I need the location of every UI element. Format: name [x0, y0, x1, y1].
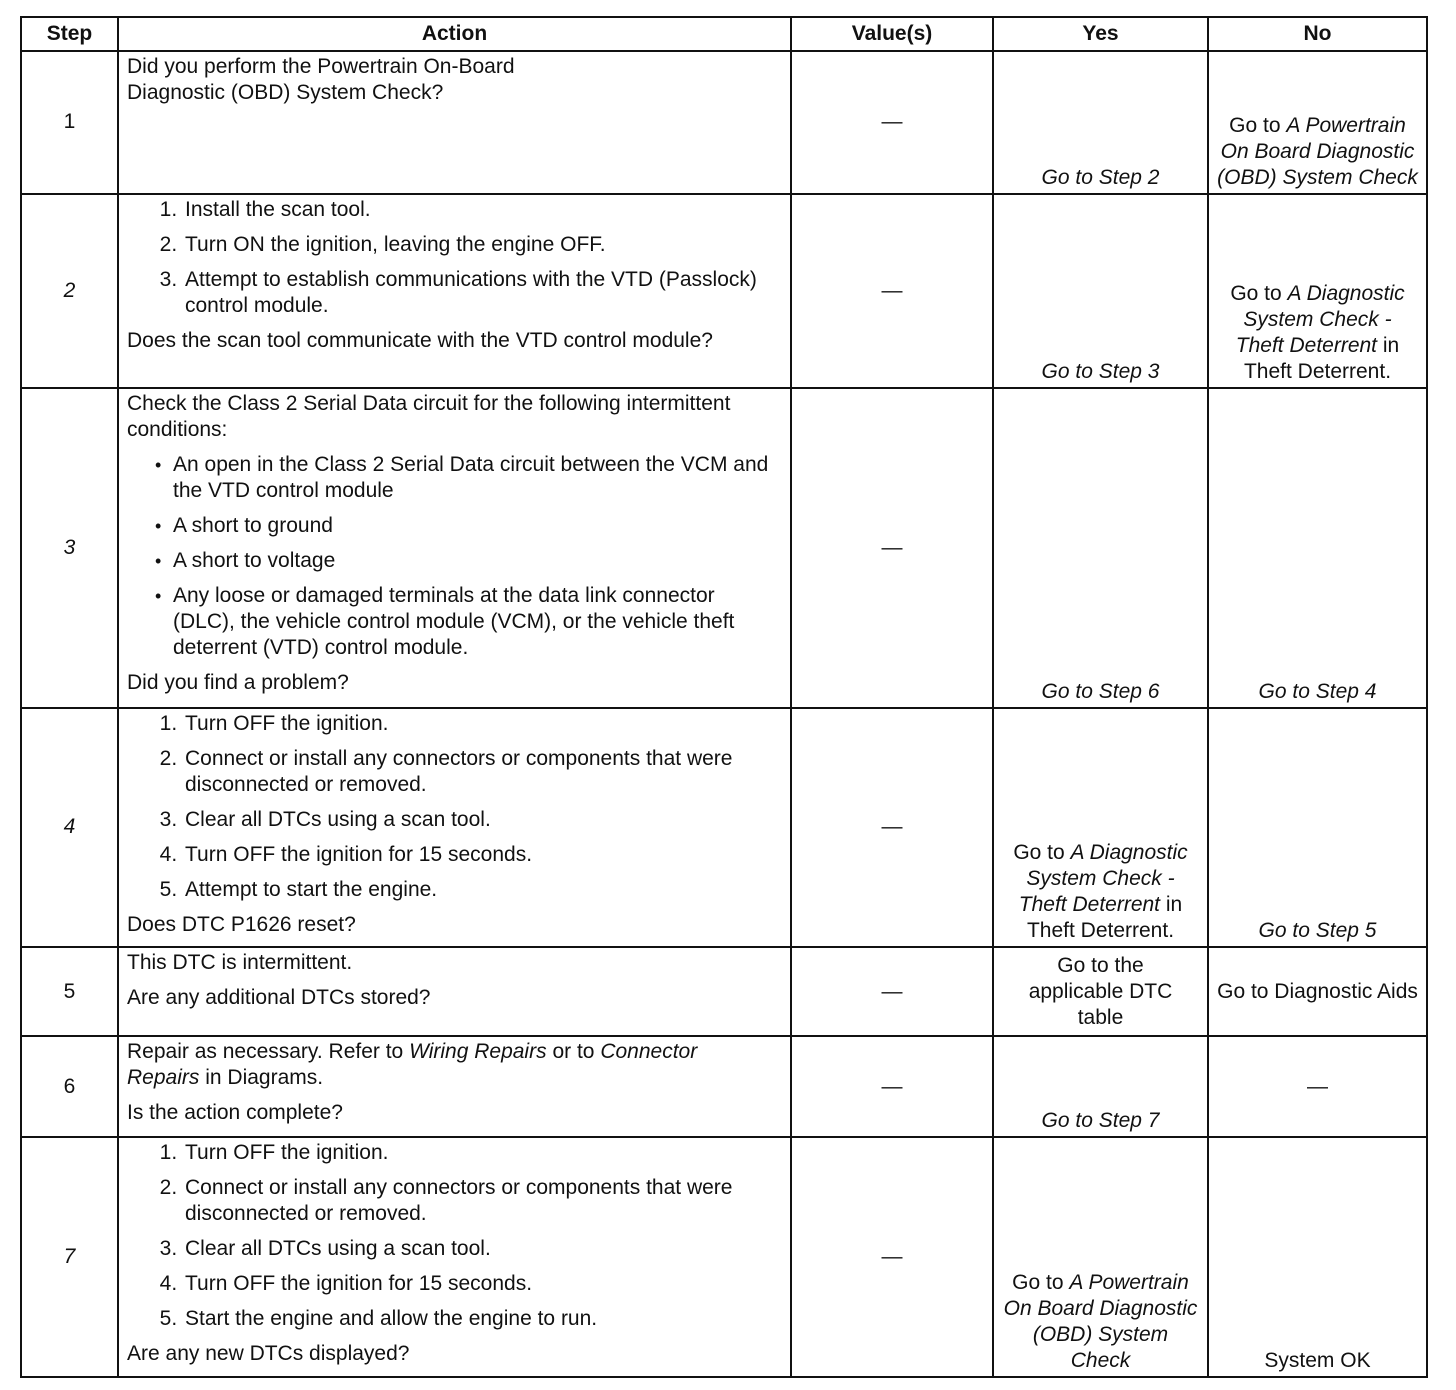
- table-row: [21, 1036, 1427, 1136]
- no-cell[interactable]: [1208, 51, 1427, 194]
- yes-cell[interactable]: [993, 708, 1208, 947]
- no-link[interactable]: Go to Diagnostic Aids: [1208, 947, 1427, 1036]
- no-link[interactable]: Go to Step 5: [1208, 708, 1427, 947]
- step-number: 7: [21, 1137, 118, 1377]
- action-cell: [118, 194, 791, 388]
- header-row: [21, 17, 1427, 51]
- action-cell: [118, 51, 791, 194]
- condition-item: • Any loose or damaged terminals at the data link connector (DLC), the vehicle control module (VCM), or the vehicle theft deterrent (VTD) control module.: [173, 583, 782, 661]
- no-link[interactable]: A Diagnostic System Check - Theft Deterrent: [1235, 281, 1405, 357]
- action-step: 2. Connect or install any connectors or components that were disconnected or removed.: [183, 1175, 782, 1227]
- value-cell: —: [791, 1036, 993, 1136]
- action-question: Are any new DTCs displayed?: [127, 1341, 410, 1365]
- header-values: Value(s): [791, 17, 993, 51]
- action-step: 5. Start the engine and allow the engine to run.: [183, 1306, 782, 1332]
- action-cell: [118, 1036, 791, 1136]
- action-cell: [118, 947, 791, 1036]
- yes-link[interactable]: Go to Step 3: [993, 194, 1208, 388]
- yes-link[interactable]: A Powertrain On Board Diagnostic (OBD) System Check: [1003, 1271, 1198, 1372]
- yes-cell[interactable]: [993, 1137, 1208, 1377]
- action-step: 3. Clear all DTCs using a scan tool.: [183, 1236, 782, 1262]
- action-question: Does DTC P1626 reset?: [127, 912, 356, 936]
- no-prefix: Go to: [1230, 281, 1282, 305]
- action-step: 1. Install the scan tool.: [183, 197, 782, 223]
- value-cell: —: [791, 194, 993, 388]
- no-link[interactable]: Go to Step 4: [1208, 388, 1427, 708]
- action-steps: [127, 711, 782, 903]
- action-cell: [118, 708, 791, 947]
- action-question: Did you perform the Powertrain On-Board Diagnostic (OBD) System Check?: [127, 55, 515, 104]
- action-question: Did you find a problem?: [127, 670, 349, 694]
- action-intro: Check the Class 2 Serial Data circuit for the following intermittent conditions:: [127, 391, 731, 441]
- yes-link[interactable]: Go to the applicable DTC table: [993, 947, 1208, 1036]
- yes-prefix: Go to: [1012, 1271, 1064, 1294]
- action-question: Does the scan tool communicate with the VTD control module?: [127, 328, 713, 352]
- value-cell: —: [791, 388, 993, 708]
- action-step: 3. Clear all DTCs using a scan tool.: [183, 807, 782, 833]
- no-prefix: Go to: [1229, 113, 1281, 137]
- yes-prefix: Go to: [1013, 841, 1065, 865]
- action-step: 4. Turn OFF the ignition for 15 seconds.: [183, 842, 782, 868]
- value-cell: —: [791, 1137, 993, 1377]
- condition-item: • An open in the Class 2 Serial Data circuit between the VCM and the VTD control module: [173, 452, 782, 504]
- action-step: 1. Turn OFF the ignition.: [183, 711, 782, 737]
- step-number: 6: [21, 1036, 118, 1136]
- diagnostic-table: [20, 16, 1428, 1378]
- action-cell: [118, 388, 791, 708]
- yes-link[interactable]: Go to Step 6: [993, 388, 1208, 708]
- header-no: No: [1208, 17, 1427, 51]
- step-number: 5: [21, 947, 118, 1036]
- refer-text-2: or to: [552, 1040, 595, 1064]
- action-step: 1. Turn OFF the ignition.: [183, 1140, 782, 1166]
- table-row: [21, 1137, 1427, 1377]
- value-cell: —: [791, 947, 993, 1036]
- table-row: [21, 194, 1427, 388]
- table-row: [21, 708, 1427, 947]
- action-step: 5. Attempt to start the engine.: [183, 877, 782, 903]
- action-question: Is the action complete?: [127, 1101, 343, 1125]
- yes-link[interactable]: Go to Step 2: [993, 51, 1208, 194]
- yes-link[interactable]: A Diagnostic System Check - Theft Deterrent: [1018, 841, 1188, 917]
- no-cell: System OK: [1208, 1137, 1427, 1377]
- action-cell: [118, 1137, 791, 1377]
- action-step: 3. Attempt to establish communications with the VTD (Passlock) control module.: [183, 267, 782, 319]
- condition-list: [127, 452, 782, 661]
- action-question: Are any additional DTCs stored?: [127, 986, 431, 1010]
- wiring-repairs-link[interactable]: Wiring Repairs: [409, 1040, 547, 1064]
- action-steps: [127, 1140, 782, 1332]
- step-number: 3: [21, 388, 118, 708]
- connector-repairs-link[interactable]: Connector Repairs: [127, 1040, 698, 1090]
- yes-link[interactable]: Go to Step 7: [993, 1036, 1208, 1136]
- action-text: This DTC is intermittent.: [127, 951, 353, 975]
- header-action: Action: [118, 17, 791, 51]
- condition-item: • A short to ground: [173, 513, 782, 539]
- no-link[interactable]: A Powertrain On Board Diagnostic (OBD) System Check: [1217, 113, 1418, 189]
- header-yes: Yes: [993, 17, 1208, 51]
- refer-text: Repair as necessary. Refer to: [127, 1040, 404, 1064]
- no-suffix: in Theft Deterrent.: [1243, 333, 1400, 383]
- table-row: [21, 947, 1427, 1036]
- step-number: 1: [21, 51, 118, 194]
- action-text: [127, 1039, 727, 1091]
- no-cell[interactable]: [1208, 194, 1427, 388]
- table-row: [21, 51, 1427, 194]
- step-number: 2: [21, 194, 118, 388]
- value-cell: —: [791, 708, 993, 947]
- action-step: 2. Connect or install any connectors or components that were disconnected or removed.: [183, 746, 782, 798]
- header-step: Step: [21, 17, 118, 51]
- action-step: 2. Turn ON the ignition, leaving the engine OFF.: [183, 232, 782, 258]
- yes-suffix: in Theft Deterrent.: [1026, 893, 1183, 943]
- step-number: 4: [21, 708, 118, 947]
- refer-text-3: in Diagrams.: [205, 1066, 324, 1090]
- action-steps: [127, 197, 782, 319]
- no-cell: —: [1208, 1036, 1427, 1136]
- condition-item: • A short to voltage: [173, 548, 782, 574]
- action-step: 4. Turn OFF the ignition for 15 seconds.: [183, 1271, 782, 1297]
- table-row: [21, 388, 1427, 708]
- value-cell: —: [791, 51, 993, 194]
